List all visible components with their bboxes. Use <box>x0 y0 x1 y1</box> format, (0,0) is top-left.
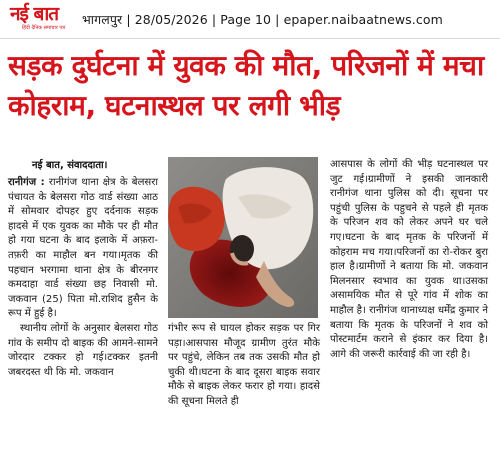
masthead <box>0 0 500 38</box>
edition-city: भागलपुर <box>82 12 123 27</box>
article-headline: सड़क दुर्घटना में युवक की मौत, परिजनों में मचा कोहराम, घटनास्थल पर लगी भीड़ <box>8 49 484 122</box>
site-url-link[interactable]: epaper.naibaatnews.com <box>283 12 443 27</box>
photo-illustration <box>168 157 318 318</box>
accident-scene-photo <box>168 157 318 318</box>
logo-text: नई बात <box>10 3 59 25</box>
logo-tagline: हिंदी दैनिक समाचार पत्र <box>22 25 66 31</box>
edition-info: भागलपुर | 28/05/2026 | Page 10 | epaper.naibaatnews.com <box>82 12 443 27</box>
lead-place: रानीगंज : <box>8 177 45 188</box>
article-column-1 <box>8 176 158 380</box>
article-paragraph-1: रानीगंज : रानीगंज थाना क्षेत्र के बेलसरा पंचायत के बेलसरा गोठ वार्ड संख्या आठ में सोमवार दोपहर हुए दर्दनाक सड़क हादसे में एक युवक का मौके पर ही मौत हो गया घटना के बाद इलाके में अफ़रा-तफ़री का माहौल बन गया।मृतक की पहचान भरगामा थाना क्षेत्र के बीरनगर कमदाहा वार्ड संख्या छह निवासी मो. जकवान (25) पिता मो.राशिद हुसैन के रूप में हुई है। <box>8 177 158 320</box>
edition-date: 28/05/2026 <box>134 12 208 27</box>
article-dateline: नई बात, संवाददाता। <box>32 160 108 171</box>
newspaper-logo[interactable] <box>10 4 74 34</box>
article-paragraph-2: स्थानीय लोगों के अनुसार बेलसरा गोठ गांव के समीप दो बाइक की आमने-सामने जोरदार टक्कर हो गई।टक्कर इतनी जबरदस्त थी कि मो. जकवान <box>8 322 158 378</box>
header-divider <box>0 38 500 39</box>
article-column-3: आसपास के लोगों की भीड़ घटनास्थल पर जुट गई।ग्रामीणों ने इसकी जानकारी रानीगंज थाना पुलिस को दी। सूचना पर पहुंची पुलिस के पहुचने से पहले ही मृतक के परिजन शव को लेकर अपने घर चले गए।घटना के बाद मृतक के परिजनों में कोहराम मच गया।परिजनों का रो-रोकर बुरा हाल है।ग्रामीणों ने बताया कि मो. जकवान मिलनसार स्वभाव का युवक था।उसका असामयिक मौत से पूरे गांव में शोक का माहौल है। रानीगंज थानाध्यक्ष धर्मेंद्र कुमार ने बताया कि मृतक के परिजनों ने शव को पोस्टमार्टम कराने से इंकार कर दिया है। आगे की जरूरी कार्रवाई की जा रही है। <box>330 159 488 360</box>
article-column-2: गंभीर रूप से घायल होकर सड़क पर गिर पड़ा।आसपास मौजूद ग्रामीण तुरंत मौके पर पहुंचे, लेकिन तब तक उसकी मौत हो चुकी थी।घटना के बाद दूसरा बाइक सवार मौके से बाइक लेकर फरार हो गया। हादसे की सूचना मिलते ही <box>168 323 320 407</box>
page-number: Page 10 <box>220 12 272 27</box>
